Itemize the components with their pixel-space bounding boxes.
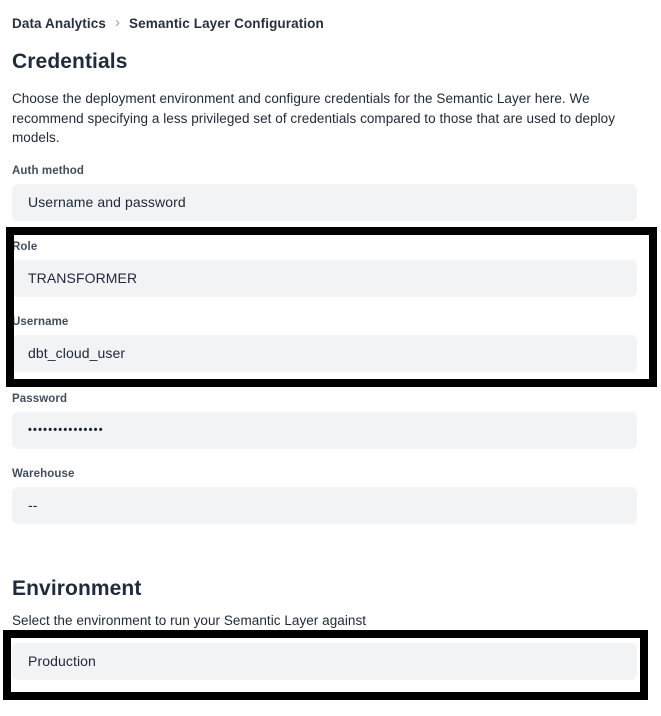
environment-description: Select the environment to run your Semantic Layer against: [12, 612, 367, 628]
environment-field-group: [12, 643, 649, 680]
credentials-heading: Credentials: [12, 50, 128, 73]
warehouse-input[interactable]: --: [12, 487, 637, 524]
role-label: Role: [12, 240, 38, 253]
warehouse-label: Warehouse: [12, 467, 75, 480]
role-field-group: [12, 240, 649, 297]
password-label: Password: [12, 392, 68, 405]
chevron-right-icon: ›: [114, 13, 121, 31]
breadcrumb: [12, 14, 649, 32]
environment-select[interactable]: Production: [12, 643, 637, 680]
description-line: Choose the deployment environment and configure credentials for the Semantic Layer here. We: [12, 91, 590, 106]
auth-method-field-group: [12, 164, 649, 221]
breadcrumb-item-current: Semantic Layer Configuration: [129, 15, 324, 31]
description-line: recommend specifying a less privileged set of credentials compared to those that are used to deploy: [12, 110, 616, 126]
description-line: models.: [12, 130, 60, 145]
auth-method-select[interactable]: Username and password: [12, 184, 637, 221]
password-input[interactable]: •••••••••••••••: [12, 412, 637, 449]
warehouse-field-group: [12, 467, 649, 524]
username-label: Username: [12, 315, 69, 328]
password-field-group: [12, 392, 649, 449]
breadcrumb-item-project[interactable]: Data Analytics: [12, 15, 106, 31]
role-input[interactable]: TRANSFORMER: [12, 260, 637, 297]
auth-method-label: Auth method: [12, 164, 85, 177]
credentials-description: [12, 89, 649, 148]
environment-heading: Environment: [12, 576, 142, 600]
username-field-group: [12, 315, 649, 372]
username-input[interactable]: dbt_cloud_user: [12, 335, 637, 372]
